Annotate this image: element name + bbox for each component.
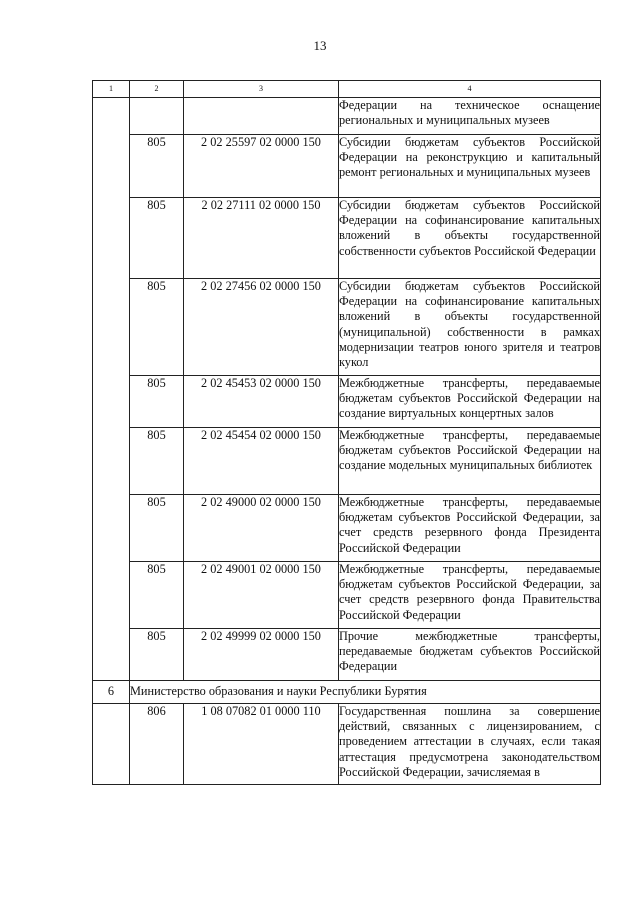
group-number-cell	[93, 704, 130, 785]
budget-codes-table	[92, 80, 601, 785]
table-row	[93, 198, 601, 279]
budget-code-cell	[184, 98, 339, 135]
table-row	[93, 562, 601, 629]
budget-code-cell: 2 02 49999 02 0000 150	[184, 629, 339, 681]
column-number-1: 1	[93, 81, 130, 98]
group-number-cell	[93, 98, 130, 681]
description-cell: Субсидии бюджетам субъектов Российской Федерации на софинансирование капитальных вложений в объекты государственной (муниципальной) собственности в рамках модернизации театров юного зрителя и театров кукол	[339, 279, 601, 376]
table-row	[93, 98, 601, 135]
admin-code-cell: 805	[130, 198, 184, 279]
budget-code-cell: 2 02 27111 02 0000 150	[184, 198, 339, 279]
ministry-name: Министерство образования и науки Республики Бурятия	[130, 681, 601, 704]
description-cell: Субсидии бюджетам субъектов Российской Федерации на реконструкцию и капитальный ремонт региональных и муниципальных музеев	[339, 135, 601, 198]
admin-code-cell: 805	[130, 629, 184, 681]
description-cell: Межбюджетные трансферты, передаваемые бюджетам субъектов Российской Федерации, за счет средств резервного фонда Правительства Российской Федерации	[339, 562, 601, 629]
budget-code-cell: 2 02 49000 02 0000 150	[184, 495, 339, 562]
description-cell: Межбюджетные трансферты, передаваемые бюджетам субъектов Российской Федерации на создание модельных муниципальных библиотек	[339, 428, 601, 495]
budget-code-cell: 1 08 07082 01 0000 110	[184, 704, 339, 785]
description-cell: Субсидии бюджетам субъектов Российской Федерации на софинансирование капитальных вложений в объекты государственной собственности субъектов Российской Федерации	[339, 198, 601, 279]
admin-code-cell: 805	[130, 376, 184, 428]
ministry-number: 6	[93, 681, 130, 704]
budget-code-cell: 2 02 49001 02 0000 150	[184, 562, 339, 629]
budget-code-cell: 2 02 27456 02 0000 150	[184, 279, 339, 376]
page-number: 13	[313, 38, 327, 53]
admin-code-cell: 805	[130, 428, 184, 495]
budget-code-cell: 2 02 45454 02 0000 150	[184, 428, 339, 495]
column-number-4: 4	[339, 81, 601, 98]
table-row	[93, 629, 601, 681]
description-cell: Государственная пошлина за совершение действий, связанных с лицензированием, с проведением аттестации в случаях, если такая аттестация предусмотрена законодательством Российской Федерации, зачисляемая в	[339, 704, 601, 785]
admin-code-cell: 805	[130, 495, 184, 562]
description-cell: Межбюджетные трансферты, передаваемые бюджетам субъектов Российской Федерации, за счет средств резервного фонда Президента Российской Федерации	[339, 495, 601, 562]
column-number-3: 3	[184, 81, 339, 98]
admin-code-cell: 805	[130, 135, 184, 198]
description-cell: Прочие межбюджетные трансферты, передаваемые бюджетам субъектов Российской Федерации	[339, 629, 601, 681]
ministry-row	[93, 681, 601, 704]
admin-code-cell: 806	[130, 704, 184, 785]
admin-code-cell	[130, 98, 184, 135]
table-row	[93, 135, 601, 198]
column-number-2: 2	[130, 81, 184, 98]
table-row	[93, 495, 601, 562]
table-row	[93, 376, 601, 428]
budget-code-cell: 2 02 25597 02 0000 150	[184, 135, 339, 198]
table-row	[93, 279, 601, 376]
description-cell: Межбюджетные трансферты, передаваемые бюджетам субъектов Российской Федерации на создание виртуальных концертных залов	[339, 376, 601, 428]
admin-code-cell: 805	[130, 279, 184, 376]
description-cell: Федерации на техническое оснащение региональных и муниципальных музеев	[339, 98, 601, 135]
column-number-row	[93, 81, 601, 98]
budget-code-cell: 2 02 45453 02 0000 150	[184, 376, 339, 428]
admin-code-cell: 805	[130, 562, 184, 629]
table-row	[93, 428, 601, 495]
table-row	[93, 704, 601, 785]
